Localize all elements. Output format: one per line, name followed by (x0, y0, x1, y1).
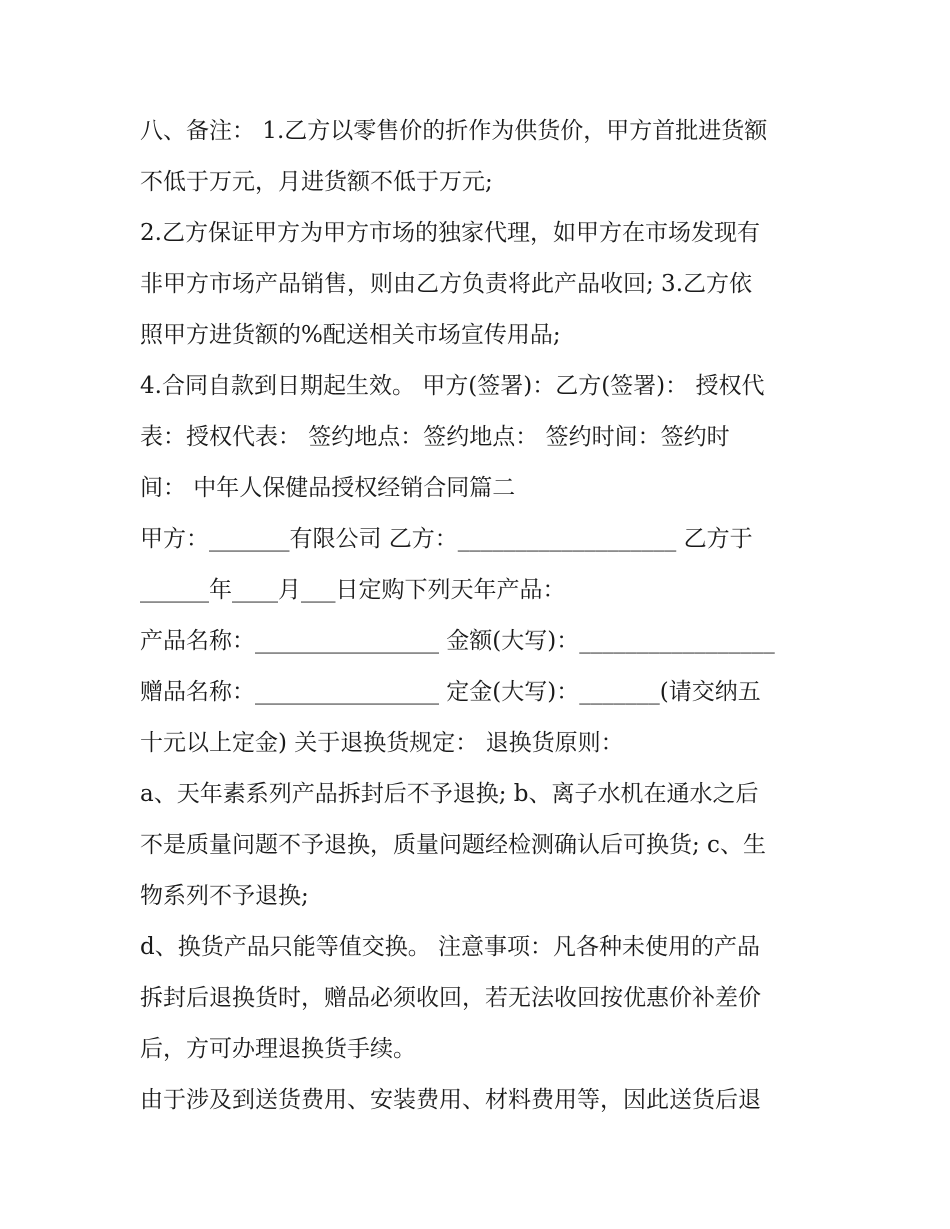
text-line: 物系列不予退换; (140, 883, 309, 909)
text-line: 4.合同自款到日期起生效。 甲方(签署)：乙方(签署)： 授权代 (140, 373, 765, 399)
text-line: 由于涉及到送货费用、安装费用、材料费用等，因此送货后退 (140, 1087, 761, 1113)
text-line: 非甲方市场产品销售，则由乙方负责将此产品收回; 3.乙方依 (140, 271, 753, 297)
text-line: 拆封后退换货时，赠品必须收回，若无法收回按优惠价补差价 (140, 985, 761, 1011)
text-line: 表：授权代表： 签约地点：签约地点： 签约时间：签约时 (140, 424, 730, 450)
text-line: 八、备注： 1.乙方以零售价的折作为供货价，甲方首批进货额 (140, 118, 768, 144)
text-line: ______年____月___日定购下列天年产品： (140, 577, 566, 603)
text-line: 间： 中年人保健品授权经销合同篇二 (140, 475, 516, 501)
text-line: 赠品名称：________________ 定金(大写)：_______(请交纳五 (140, 679, 761, 705)
text-line: 十元以上定金) 关于退换货规定： 退换货原则： (140, 730, 624, 756)
text-line: d、换货产品只能等值交换。 注意事项：凡各种未使用的产品 (140, 934, 761, 960)
contract-text (140, 106, 820, 1126)
text-line: 不是质量问题不予退换，质量问题经检测确认后可换货; c、生 (140, 832, 766, 858)
text-line: a、天年素系列产品拆封后不予退换; b、离子水机在通水之后 (140, 781, 759, 807)
text-line: 照甲方进货额的%配送相关市场宣传用品; (140, 322, 561, 348)
text-line: 产品名称：________________ 金额(大写)：_________________ (140, 628, 775, 654)
text-line: 2.乙方保证甲方为甲方市场的独家代理，如甲方在市场发现有 (140, 220, 760, 246)
text-line: 不低于万元，月进货额不低于万元; (140, 169, 493, 195)
text-line: 后，方可办理退换货手续。 (140, 1036, 416, 1062)
text-line: 甲方：_______有限公司 乙方：___________________ 乙方于 (140, 526, 753, 552)
